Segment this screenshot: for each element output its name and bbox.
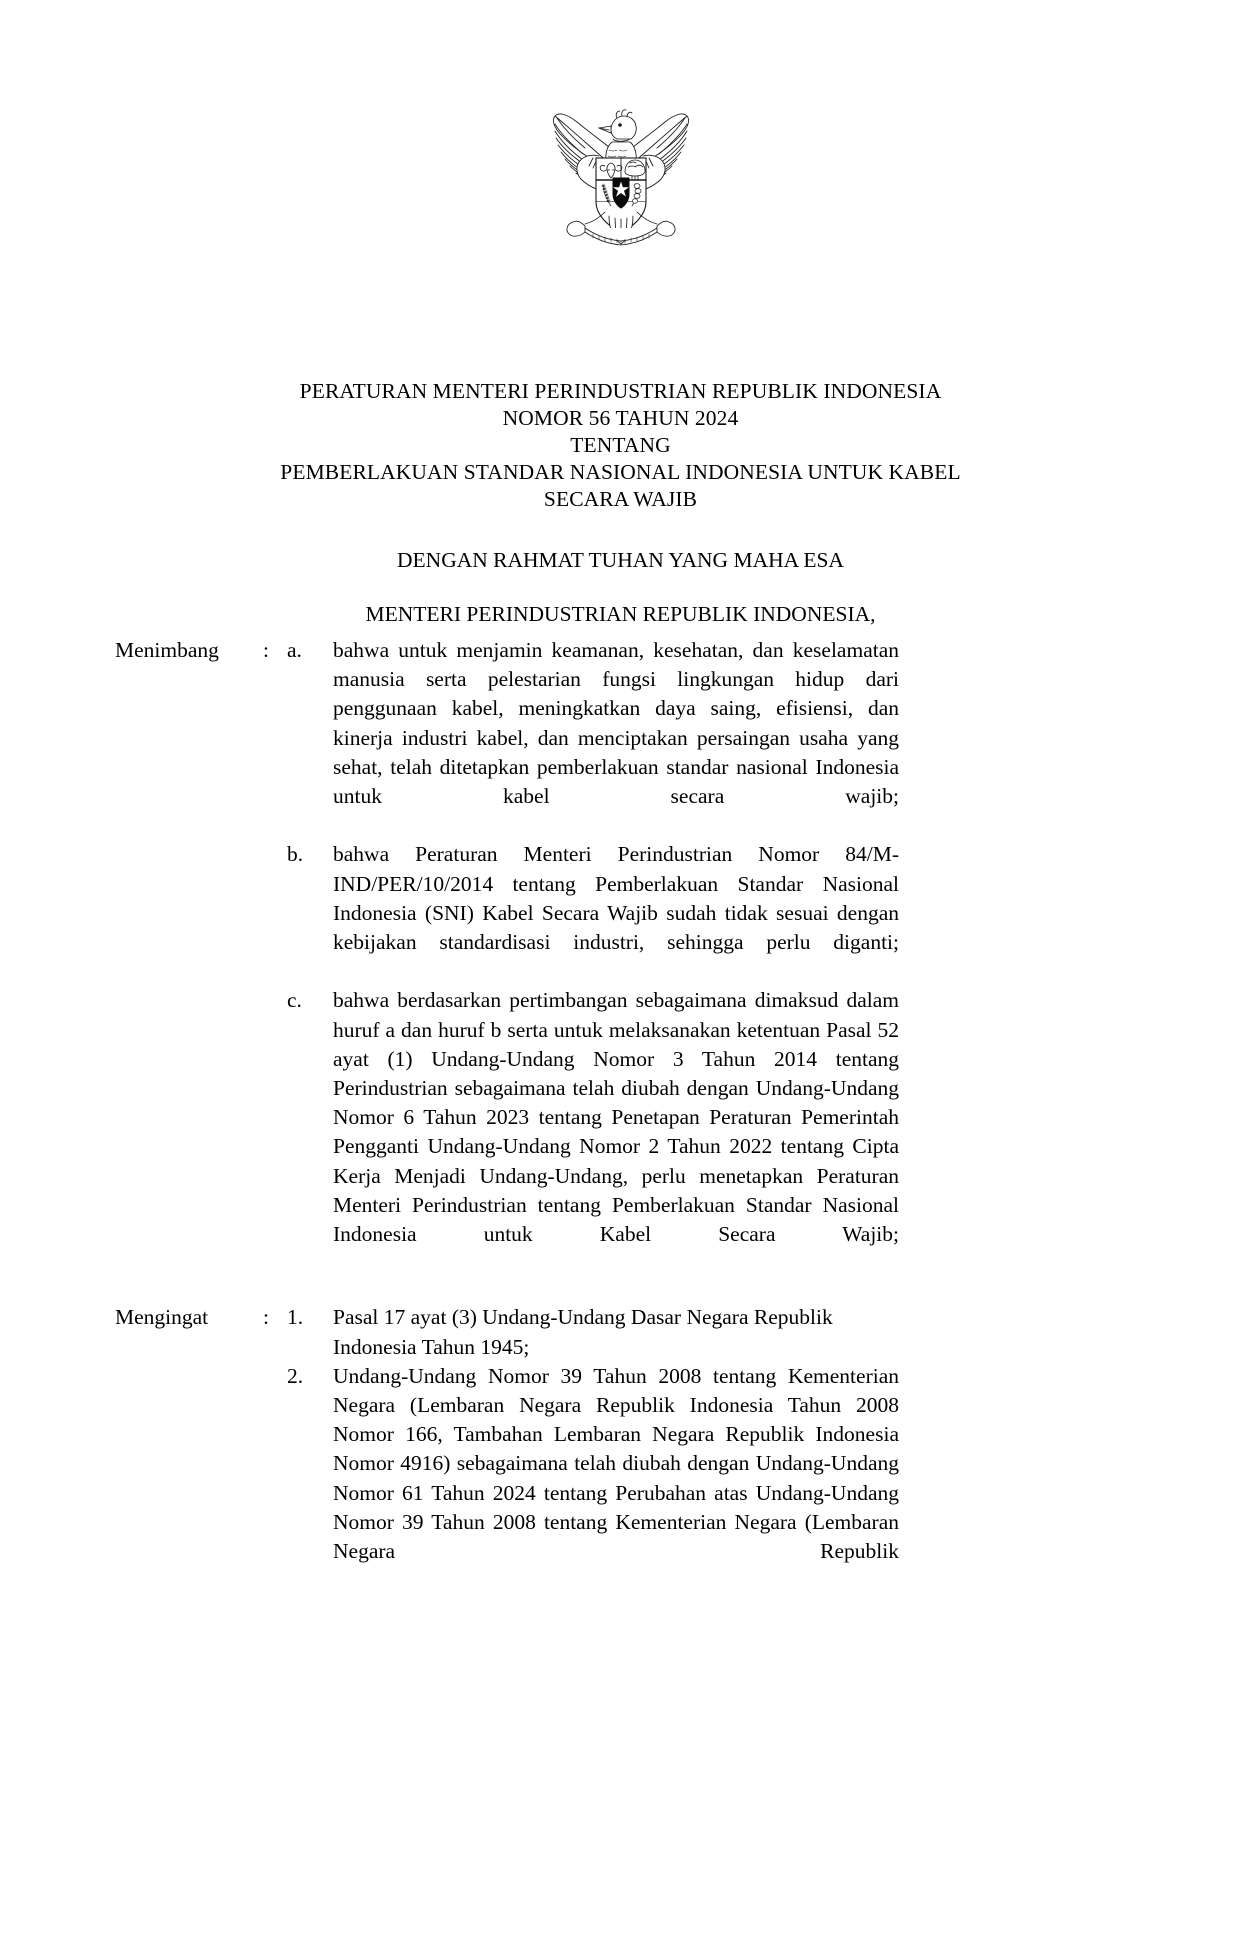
title-line-number: NOMOR 56 TAHUN 2024 [502, 406, 739, 430]
section-items-menimbang [287, 636, 899, 1278]
authority-line: MENTERI PERINDUSTRIAN REPUBLIK INDONESIA, [365, 602, 876, 626]
item-text: bahwa berdasarkan pertimbangan sebagaimana dimaksud dalam huruf a dan huruf b serta untuk melaksanakan ketentuan Pasal 52 ayat (1) Undang-Undang Nomor 3 Tahun 2014 tentang Perindustrian sebagaimana telah diubah dengan Undang-Undang Nomor 6 Tahun 2023 tentang Penetapan Peraturan Pemerintah Pengganti Undang-Undang Nomor 2 Tahun 2022 tentang Cipta Kerja Menjadi Undang-Undang, perlu menetapkan Peraturan Menteri Perindustrian tentang Pemberlakuan Standar Nasional Indonesia untuk Kabel Secara Wajib; [333, 988, 899, 1247]
item-marker: c. [287, 988, 302, 1013]
section-label-menimbang: Menimbang [115, 638, 219, 662]
garuda-pancasila-emblem [537, 96, 705, 246]
section-menimbang [115, 636, 1241, 1278]
section-items-mengingat [287, 1303, 899, 1595]
title-line-subject-2: SECARA WAJIB [543, 487, 698, 511]
title-line-subject-1: PEMBERLAKUAN STANDAR NASIONAL INDONESIA UNTUK KABEL [280, 460, 961, 484]
item-text: Undang-Undang Nomor 39 Tahun 2008 tentang Kementerian Negara (Lembaran Negara Republik Indonesia Tahun 2008 Nomor 166, Tambahan Lembaran Negara Republik Indonesia Nomor 4916) sebagaimana telah diubah dengan Undang-Undang Nomor 61 Tahun 2024 tentang Perubahan atas Undang-Undang Nomor 39 Tahun 2008 tentang Kementerian Negara (Lembaran Negara Republik [333, 1363, 899, 1564]
preamble-block [0, 520, 1241, 628]
section-mengingat [115, 1303, 1241, 1595]
document-title-block [0, 378, 1241, 513]
spacer [0, 574, 1241, 601]
title-line-1: PERATURAN MENTERI PERINDUSTRIAN REPUBLIK INDONESIA [299, 379, 942, 403]
item-marker: 1. [287, 1305, 304, 1330]
section-label-mengingat: Mengingat [115, 1305, 209, 1330]
item-text: Pasal 17 ayat (3) Undang-Undang Dasar Negara Republik Indonesia Tahun 1945; [333, 1305, 833, 1359]
item-marker: a. [287, 638, 302, 662]
document-body [0, 636, 1241, 1596]
title-line-tentang: TENTANG [570, 433, 671, 457]
section-colon: : [263, 638, 269, 662]
item-marker: b. [287, 842, 304, 867]
item-marker: 2. [287, 1363, 304, 1388]
item-text: bahwa untuk menjamin keamanan, kesehatan, dan keselamatan manusia serta pelestarian fungsi lingkungan hidup dari penggunaan kabel, meningkatkan daya saing, efisiensi, dan kinerja industri kabel, dan menciptakan persaingan usaha yang sehat, telah ditetapkan pemberlakuan standar nasional Indonesia untuk kabel secara wajib; [333, 638, 899, 809]
blessing-line: DENGAN RAHMAT TUHAN YANG MAHA ESA [397, 548, 844, 572]
section-colon: : [263, 1305, 269, 1330]
item-text: bahwa Peraturan Menteri Perindustrian Nomor 84/M-IND/PER/10/2014 tentang Pemberlakuan Standar Nasional Indonesia (SNI) Kabel Secara Wajib sudah tidak sesuai dengan kebijakan standardisasi industri, sehingga perlu diganti; [333, 842, 899, 955]
spacer [0, 520, 1241, 547]
emblem-container [0, 96, 1241, 246]
